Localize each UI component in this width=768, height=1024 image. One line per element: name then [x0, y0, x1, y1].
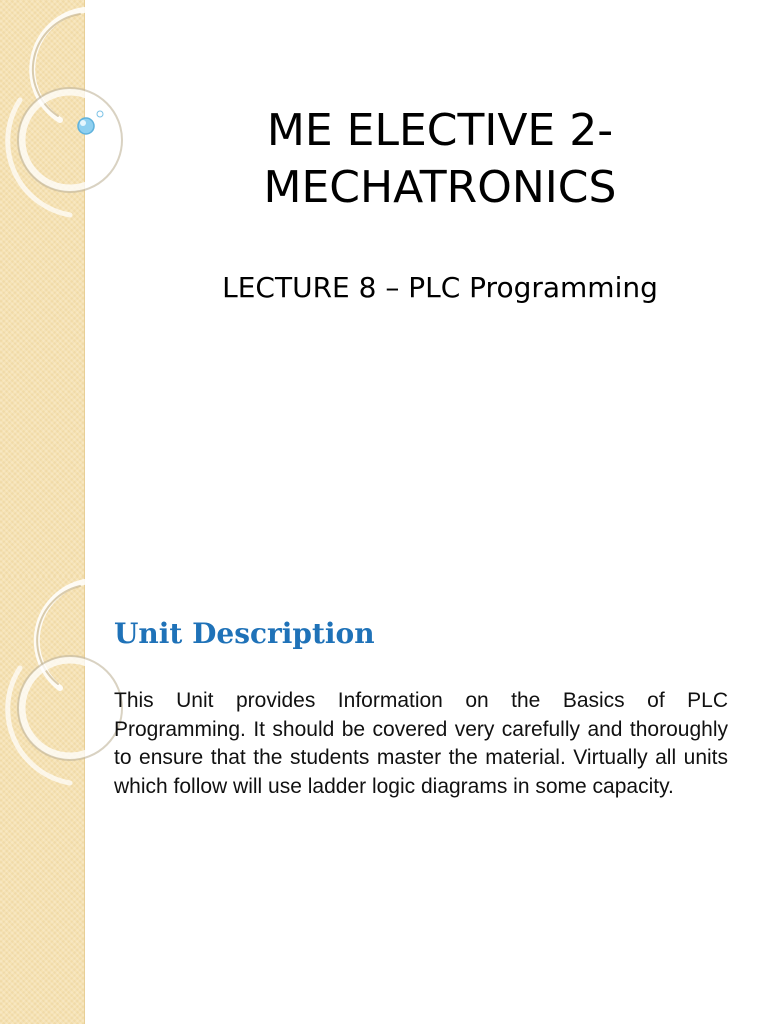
- unit-description-slide: [0, 576, 768, 1024]
- slide-title: [150, 102, 730, 216]
- decorative-sidebar: [0, 0, 85, 576]
- unit-description-paragraph: This Unit provides Information on the Basics of PLC Programming. It should be covered very carefully and thoroughly to ensure that the students master the material. Virtually all units which follow will use ladder logic diagrams in some capacity.: [114, 689, 728, 798]
- decorative-bubble-small: [97, 111, 103, 117]
- decorative-rings-graphic: [0, 0, 120, 576]
- decorative-ring-middle: [22, 92, 118, 188]
- decorative-sidebar: [0, 576, 85, 1024]
- decorative-ring-middle-outline: [18, 656, 122, 760]
- slide-subtitle: LECTURE 8 – PLC Programming: [222, 271, 658, 304]
- title-line-2: MECHATRONICS: [263, 162, 617, 213]
- decorative-rings-graphic: [0, 576, 120, 1024]
- title-line-1: ME ELECTIVE 2-: [266, 105, 614, 156]
- decorative-bubble-large: [78, 118, 94, 134]
- decorative-bubble-large-highlight: [80, 120, 86, 126]
- section-heading: Unit Description: [114, 617, 375, 650]
- decorative-ring-middle: [22, 660, 118, 756]
- decorative-ring-upper: [37, 582, 84, 688]
- decorative-ring-middle-outline: [18, 88, 122, 192]
